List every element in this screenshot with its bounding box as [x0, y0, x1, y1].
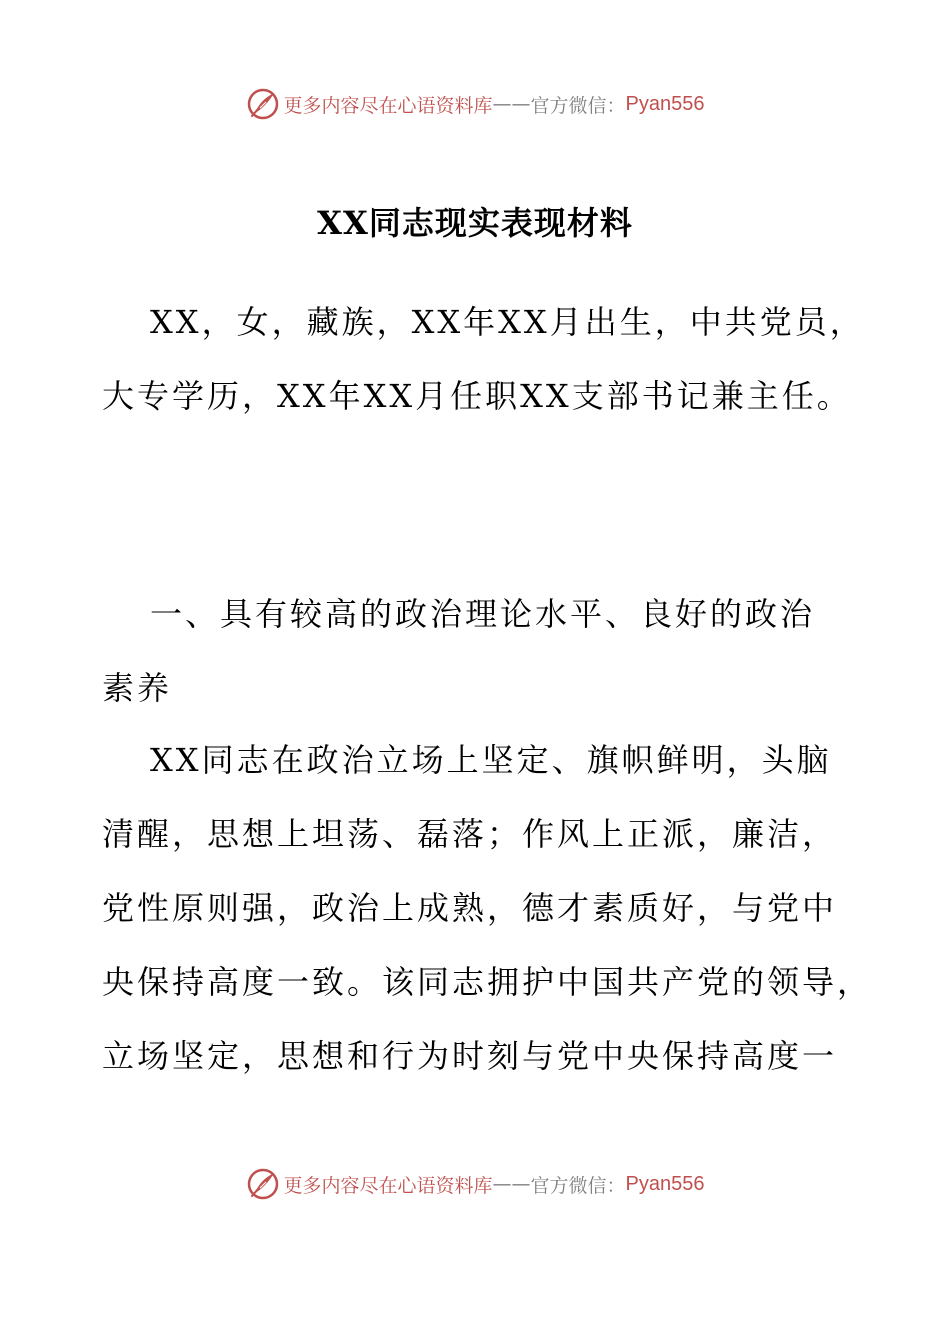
banner-site-text: 更多内容尽在心语资料库	[283, 1174, 493, 1197]
header-banner	[0, 84, 950, 124]
intro-line: XX，女，藏族，XX年XX月出生，中共党员，	[150, 303, 865, 341]
body-line: XX同志在政治立场上坚定、旗帜鲜明，头脑	[150, 741, 832, 779]
body-line: 立场坚定，思想和行为时刻与党中央保持高度一	[102, 1037, 838, 1075]
body-line: 党性原则强，政治上成熟，德才素质好，与党中	[102, 889, 838, 927]
banner-label: 官方微信：	[530, 1174, 626, 1197]
banner-separator: ——	[492, 93, 531, 115]
body-line: 清醒，思想上坦荡、磊落；作风上正派，廉洁，	[102, 815, 838, 853]
banner-label: 官方微信：	[530, 94, 626, 117]
banner-wechat-id: Pyan556	[625, 92, 705, 115]
section-heading-line: 一、具有较高的政治理论水平、良好的政治	[150, 595, 816, 633]
footer-banner	[0, 1164, 950, 1204]
section-heading-line: 素养	[102, 669, 173, 707]
banner-separator: ——	[492, 1173, 531, 1195]
intro-line: 大专学历，XX年XX月任职XX支部书记兼主任。	[102, 377, 852, 415]
quill-logo-icon	[246, 87, 280, 121]
banner-site-text: 更多内容尽在心语资料库	[283, 94, 493, 117]
banner-wechat-id: Pyan556	[625, 1172, 705, 1195]
document-title: XX同志现实表现材料	[317, 204, 633, 242]
quill-logo-icon	[246, 1167, 280, 1201]
body-line: 央保持高度一致。该同志拥护中国共产党的领导，	[102, 963, 873, 1001]
